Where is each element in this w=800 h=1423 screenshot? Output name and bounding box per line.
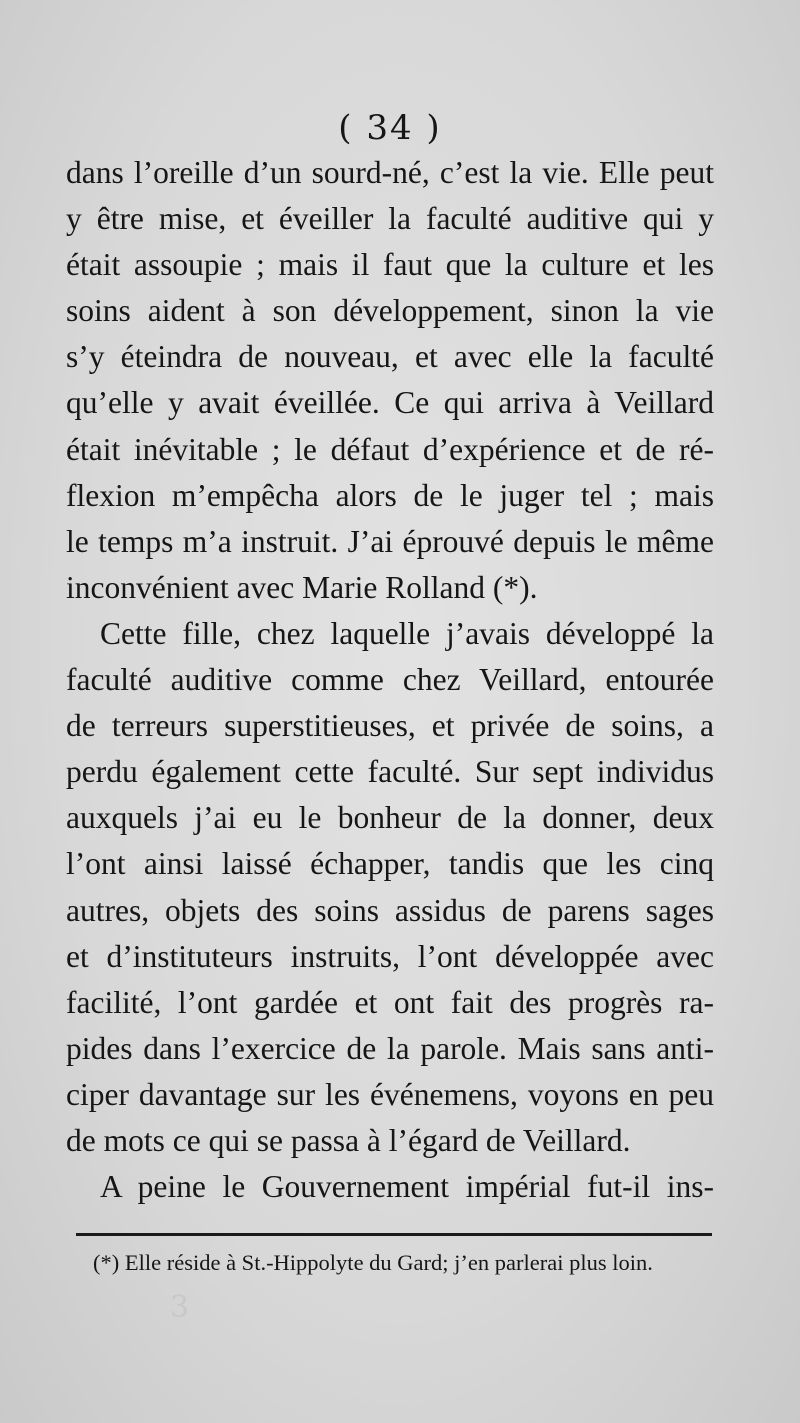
text-line: pides dans l’exercice de la parole. Mais sans anti-: [66, 1030, 714, 1066]
footnote-divider: [76, 1233, 712, 1236]
page-number: ( 34 ): [338, 108, 442, 148]
signature-mark: 3: [170, 1290, 190, 1325]
text-line: de mots ce qui se passa à l’égard de Veillard.: [66, 1122, 631, 1158]
text-line: autres, objets des soins assidus de parens sages: [66, 892, 714, 928]
text-line: était inévitable ; le défaut d’expérience et de ré-: [66, 431, 714, 467]
text-line: A peine le Gouvernement impérial fut-il ins-: [100, 1169, 714, 1205]
text-line: facilité, l’ont gardée et ont fait des progrès ra-: [66, 984, 714, 1020]
text-line: de terreurs superstitieuses, et privée de soins, a: [66, 708, 714, 744]
text-line: était assoupie ; mais il faut que la culture et les: [66, 247, 714, 283]
text-line: inconvénient avec Marie Rolland (*).: [66, 569, 538, 605]
text-line: Cette fille, chez laquelle j’avais développé la: [100, 615, 714, 651]
text-line: s’y éteindra de nouveau, et avec elle la faculté: [66, 339, 714, 375]
text-line: l’ont ainsi laissé échapper, tandis que les cinq: [66, 846, 714, 882]
text-line: auxquels j’ai eu le bonheur de la donner, deux: [66, 800, 714, 836]
text-line: dans l’oreille d’un sourd-né, c’est la vie. Elle peut: [66, 155, 714, 190]
text-line: flexion m’empêcha alors de le juger tel ; mais: [66, 477, 714, 513]
footnote: (*) Elle réside à St.-Hippolyte du Gard; j’en parlerai plus loin.: [93, 1250, 653, 1275]
text-line: y être mise, et éveiller la faculté auditive qui y: [66, 201, 714, 237]
body-text: [66, 150, 714, 1210]
text-line: soins aident à son développement, sinon la vie: [66, 293, 714, 329]
text-line: faculté auditive comme chez Veillard, entourée: [66, 662, 714, 698]
text-line: qu’elle y avait éveillée. Ce qui arriva à Veillard: [66, 385, 714, 421]
text-line: ciper davantage sur les événemens, voyons en peu: [66, 1076, 714, 1112]
text-line: le temps m’a instruit. J’ai éprouvé depuis le même: [66, 523, 714, 559]
text-line: et d’instituteurs instruits, l’ont développée avec: [66, 938, 714, 974]
text-line: perdu également cette faculté. Sur sept individus: [66, 754, 714, 790]
